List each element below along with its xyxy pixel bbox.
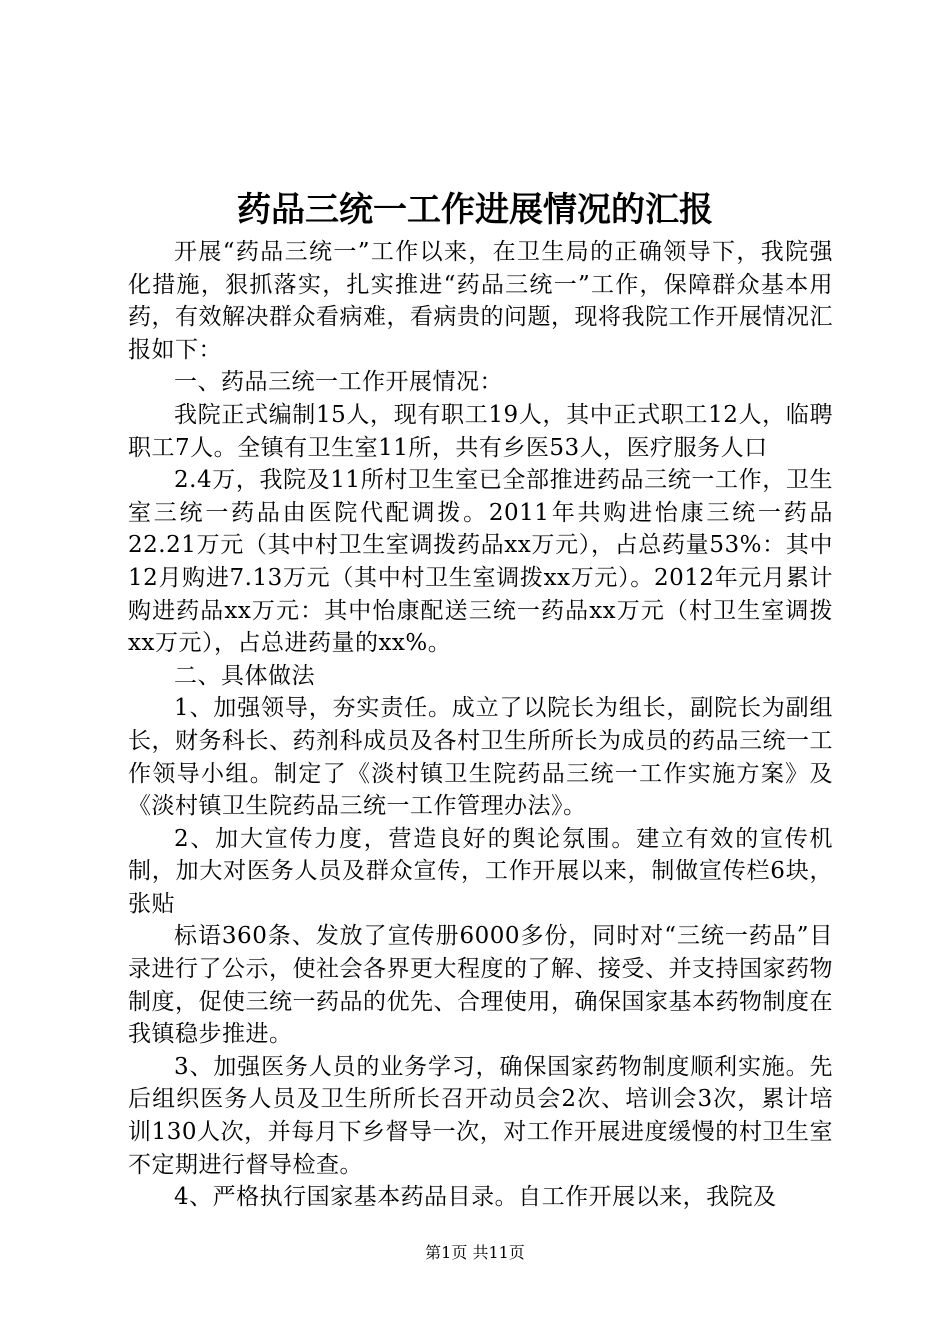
section-heading-2: 二、具体做法 (174, 662, 315, 689)
paragraph-publicity: 2、加大宣传力度，营造良好的舆论氛围。建立有效的宣传机制，加大对医务人员及群众宣传，工作开展以来，制做宣传栏6块，张贴 (128, 825, 833, 917)
paragraph-staff: 我院正式编制15人，现有职工19人，其中正式职工12人，临聘职工7人。全镇有卫生室11所，共有乡医53人，医疗服务人口 (128, 401, 833, 461)
page-number-footer: 第1页 共11页 (425, 1243, 525, 1262)
paragraph-intro: 开展“药品三统一”工作以来，在卫生局的正确领导下，我院强化措施，狠抓落实，扎实推进“药品三统一”工作，保障群众基本用药，有效解决群众看病难，看病贵的问题，现将我院工作开展情况汇报如下： (128, 239, 833, 363)
document-title: 药品三统一工作进展情况的汇报 (237, 190, 713, 230)
paragraph-leadership: 1、加强领导，夯实责任。成立了以院长为组长，副院长为副组长，财务科长、药剂科成员及各村卫生所所长为成员的药品三统一工作领导小组。制定了《淡村镇卫生院药品三统一工作实施方案》及《淡村镇卫生院药品三统一工作管理办法》。 (128, 695, 833, 820)
paragraph-purchase: 2.4万，我院及11所村卫生室已全部推进药品三统一工作，卫生室三统一药品由医院代配调拨。2011年共购进怡康三统一药品22.21万元（其中村卫生室调拨药品xx万元），占总药量53%：其中12月购进7.13万元（其中村卫生室调拨xx万元）。2012年元月累计购进药品xx万元：其中怡康配送三统一药品xx万元（村卫生室调拨xx万元），占总进药量的xx%。 (128, 467, 833, 657)
paragraph-slogans: 标语360条、发放了宣传册6000多份，同时对“三统一药品”目录进行了公示，使社会各界更大程度的了解、接受、并支持国家药物制度，促使三统一药品的优先、合理使用，确保国家基本药物制度在我镇稳步推进。 (128, 923, 833, 1048)
document-body (128, 236, 833, 1214)
section-heading-1: 一、药品三统一工作开展情况： (174, 369, 503, 396)
paragraph-catalog: 4、严格执行国家基本药品目录。自工作开展以来，我院及 (174, 1184, 777, 1211)
paragraph-training: 3、加强医务人员的业务学习，确保国家药物制度顺利实施。先后组织医务人员及卫生所所长召开动员会2次、培训会3次，累计培训130人次，并每月下乡督导一次，对工作开展进度缓慢的村卫生室不定期进行督导检查。 (128, 1053, 833, 1178)
